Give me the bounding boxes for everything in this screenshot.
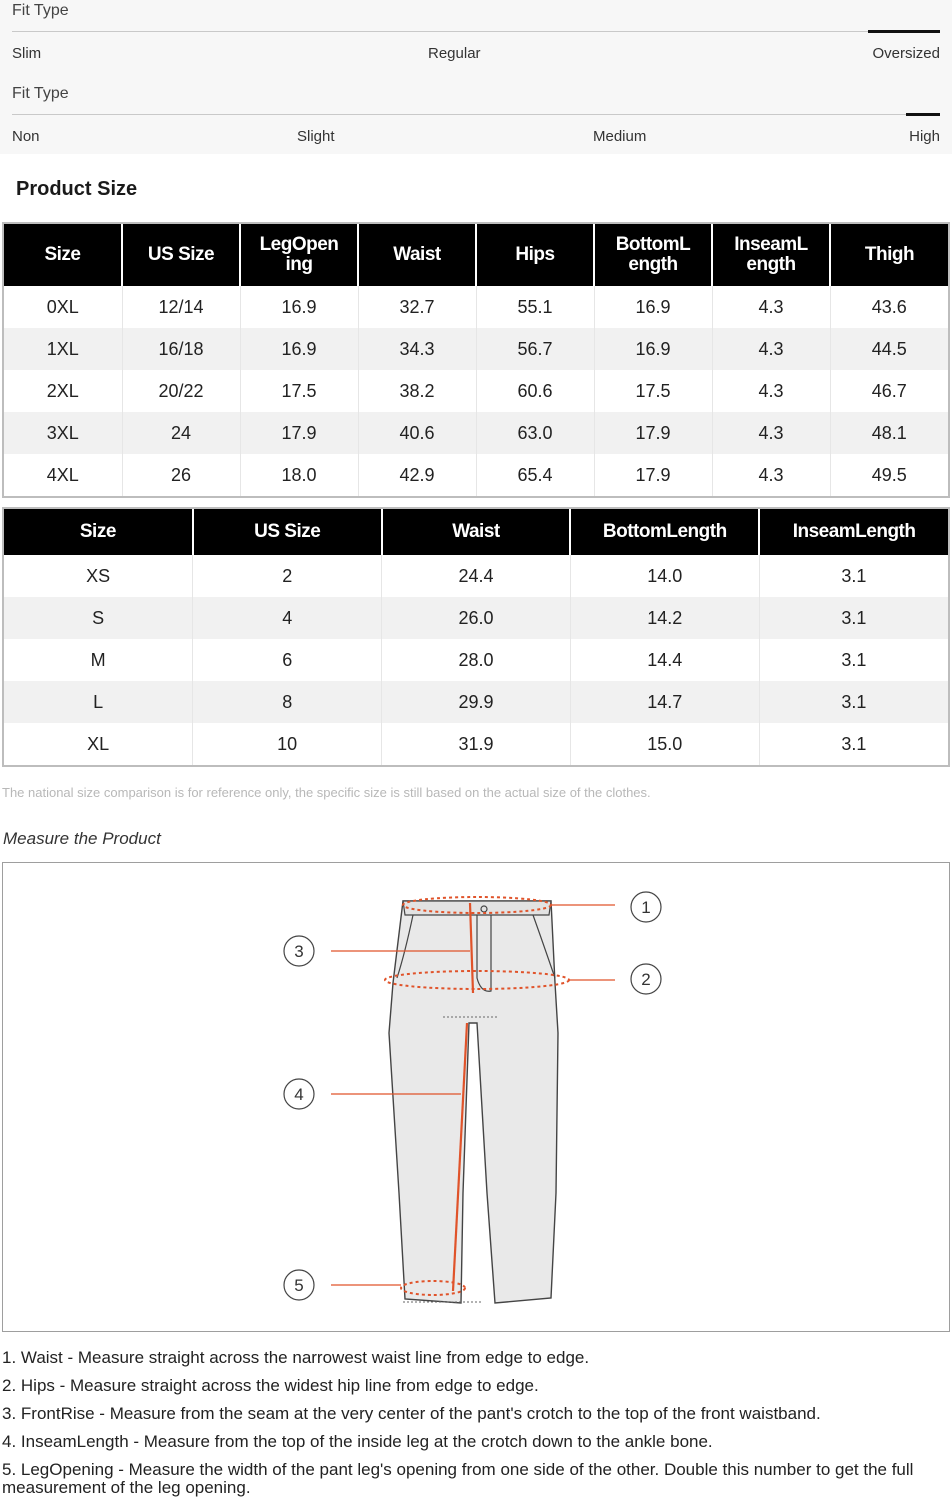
marker-4 [284,1079,314,1109]
table-cell: 48.1 [830,412,948,454]
table-row [4,597,948,639]
table-cell: 34.3 [358,328,476,370]
marker-3 [284,936,314,966]
size-table-regular [2,507,950,767]
marker-5 [284,1270,314,1300]
column-header: Waist [358,224,476,286]
table-cell: 28.0 [382,639,571,681]
column-header: Size [4,224,122,286]
table-cell: 15.0 [570,723,759,765]
table-cell: 16.9 [594,328,712,370]
table-header-row [4,509,948,555]
marker-1 [631,892,661,922]
table-row [4,370,948,412]
column-header-line: BottomL [615,234,691,255]
table-cell: XS [4,555,193,597]
table-cell: 6 [193,639,382,681]
table-cell: 17.5 [240,370,358,412]
table-cell: 38.2 [358,370,476,412]
column-header: US Size [193,509,382,555]
column-header: BottomLength [570,509,759,555]
table-row [4,412,948,454]
marker-2-label: 2 [641,970,651,989]
table-row [4,454,948,496]
fit-label-regular: Regular [428,45,481,62]
fit-label-high: High [909,128,940,145]
fit-scale-title: Fit Type [12,2,69,19]
fit-label-oversized: Oversized [872,45,940,62]
fit-label-slight: Slight [297,128,335,145]
table-row [4,555,948,597]
fit-scale-title: Fit Type [12,85,69,102]
table-cell: 4.3 [712,286,830,328]
table-cell: 3XL [4,412,122,454]
instruction-leg-opening: 5. LegOpening - Measure the width of the pant leg's opening from one side of the other. Double this number to get the full measurement of the leg opening. [2,1460,914,1497]
table-cell: 3.1 [759,597,948,639]
column-header: Waist [382,509,571,555]
measure-title: Measure the Product [3,829,161,848]
instruction-hips: 2. Hips - Measure straight across the widest hip line from edge to edge. [2,1376,539,1395]
table-cell: 8 [193,681,382,723]
table-cell: 4.3 [712,412,830,454]
column-header [594,224,712,286]
table-cell: L [4,681,193,723]
table-cell: XL [4,723,193,765]
table-cell: 29.9 [382,681,571,723]
table-header-row [4,224,948,286]
table-cell: 55.1 [476,286,594,328]
table-cell: S [4,597,193,639]
pants-diagram-svg [3,863,951,1333]
column-header: US Size [122,224,240,286]
table-cell: 26.0 [382,597,571,639]
fit-scale-track [12,31,940,32]
column-header [240,224,358,286]
table-cell: 16/18 [122,328,240,370]
table-cell: 49.5 [830,454,948,496]
table-cell: 42.9 [358,454,476,496]
table-row [4,723,948,765]
fit-scale-track [12,114,940,115]
size-table-plus [2,222,950,498]
table-cell: 14.2 [570,597,759,639]
table-cell: 14.7 [570,681,759,723]
fit-label-medium: Medium [593,128,647,145]
table-cell: 31.9 [382,723,571,765]
fit-scale-selected-marker [906,113,940,116]
table-cell: 17.9 [594,454,712,496]
table-cell: 20/22 [122,370,240,412]
table-cell: 14.0 [570,555,759,597]
table-cell: 44.5 [830,328,948,370]
column-header: Thigh [830,224,948,286]
pants-illustration [389,901,558,1303]
column-header: InseamLength [759,509,948,555]
table-row [4,328,948,370]
column-header: Size [4,509,193,555]
instruction-front-rise: 3. FrontRise - Measure from the seam at the very center of the pant's crotch to the top of the front waistband. [2,1404,821,1423]
instruction-inseam: 4. InseamLength - Measure from the top of the inside leg at the crotch down to the ankle bone. [2,1432,713,1451]
column-header [712,224,830,286]
table-cell: 3.1 [759,681,948,723]
column-header-line: InseamL [734,234,808,255]
table-cell: 43.6 [830,286,948,328]
table-cell: 0XL [4,286,122,328]
table-cell: 4XL [4,454,122,496]
table-cell: 26 [122,454,240,496]
table-row [4,286,948,328]
table-cell: 40.6 [358,412,476,454]
fit-label-slim: Slim [12,45,42,62]
table-cell: 24.4 [382,555,571,597]
table-cell: 60.6 [476,370,594,412]
fit-scale-1 [0,0,952,78]
table-cell: 46.7 [830,370,948,412]
table-cell: 14.4 [570,639,759,681]
table-cell: 2XL [4,370,122,412]
table-cell: 16.9 [594,286,712,328]
fit-scale-2 [0,78,952,154]
pants-waistband [403,901,551,915]
column-header-line: ength [628,254,678,275]
marker-4-label: 4 [294,1085,304,1104]
fit-label-non: Non [12,128,40,145]
table-cell: 56.7 [476,328,594,370]
marker-3-label: 3 [294,942,304,961]
marker-1-label: 1 [641,898,651,917]
table-cell: 10 [193,723,382,765]
table-cell: 32.7 [358,286,476,328]
table-cell: 17.9 [594,412,712,454]
marker-2 [631,964,661,994]
column-header-line: ing [285,254,313,275]
size-reference-note: The national size comparison is for reference only, the specific size is still based on the actual size of the clothes. [2,785,651,800]
table-cell: 4 [193,597,382,639]
table-cell: 2 [193,555,382,597]
table-row [4,639,948,681]
table-cell: 18.0 [240,454,358,496]
table-cell: 16.9 [240,328,358,370]
measurement-diagram [2,862,950,1332]
column-header-line: ength [746,254,796,275]
table-cell: 1XL [4,328,122,370]
table-cell: 17.9 [240,412,358,454]
table-cell: 4.3 [712,328,830,370]
column-header: Hips [476,224,594,286]
table-cell: M [4,639,193,681]
table-cell: 17.5 [594,370,712,412]
table-cell: 16.9 [240,286,358,328]
table-cell: 63.0 [476,412,594,454]
table-cell: 24 [122,412,240,454]
table-cell: 12/14 [122,286,240,328]
column-header-line: LegOpen [259,234,339,255]
table-cell: 3.1 [759,723,948,765]
table-cell: 4.3 [712,370,830,412]
table-row [4,681,948,723]
table-cell: 65.4 [476,454,594,496]
table-cell: 3.1 [759,639,948,681]
table-cell: 3.1 [759,555,948,597]
table-cell: 4.3 [712,454,830,496]
instruction-waist: 1. Waist - Measure straight across the narrowest waist line from edge to edge. [2,1348,590,1367]
fit-scale-selected-marker [868,30,940,33]
marker-5-label: 5 [294,1276,304,1295]
product-size-title: Product Size [16,178,138,200]
